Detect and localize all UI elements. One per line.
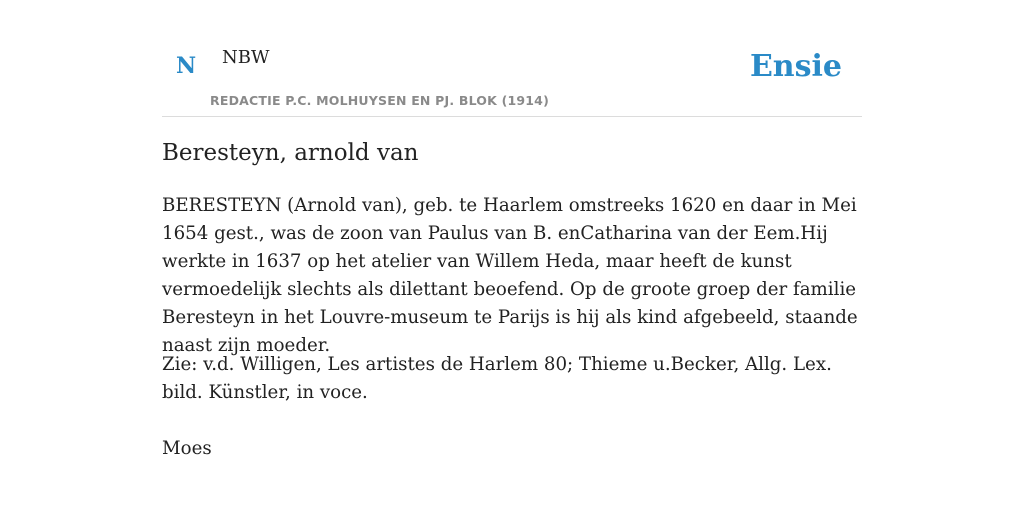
source-logo[interactable]: N bbox=[176, 53, 197, 79]
source-editors: REDACTIE P.C. MOLHUYSEN EN PJ. BLOK (1914) bbox=[210, 93, 549, 108]
page-title: Beresteyn, arnold van bbox=[162, 140, 419, 166]
article-references: Zie: v.d. Willigen, Les artistes de Harlem 80; Thieme u.Becker, Allg. Lex. bild. Künstler, in voce. bbox=[162, 354, 832, 403]
source-name[interactable]: NBW bbox=[222, 47, 270, 68]
brand-logo-link[interactable]: Ensie bbox=[749, 49, 842, 84]
article-author: Moes bbox=[162, 438, 212, 459]
article-paragraph: BERESTEYN (Arnold van), geb. te Haarlem omstreeks 1620 en daar in Mei 1654 gest., was de zoon van Paulus van B. enCatharina van der Eem.Hij werkte in 1637 op het atelier van Willem Heda, maar heeft de kunst vermoedelijk slechts als dilettant beoefend. Op de groote groep der familie Beresteyn in het Louvre-museum te Parijs is hij als kind afgebeeld, staande naast zijn moeder. bbox=[162, 195, 858, 356]
header bbox=[162, 0, 862, 117]
